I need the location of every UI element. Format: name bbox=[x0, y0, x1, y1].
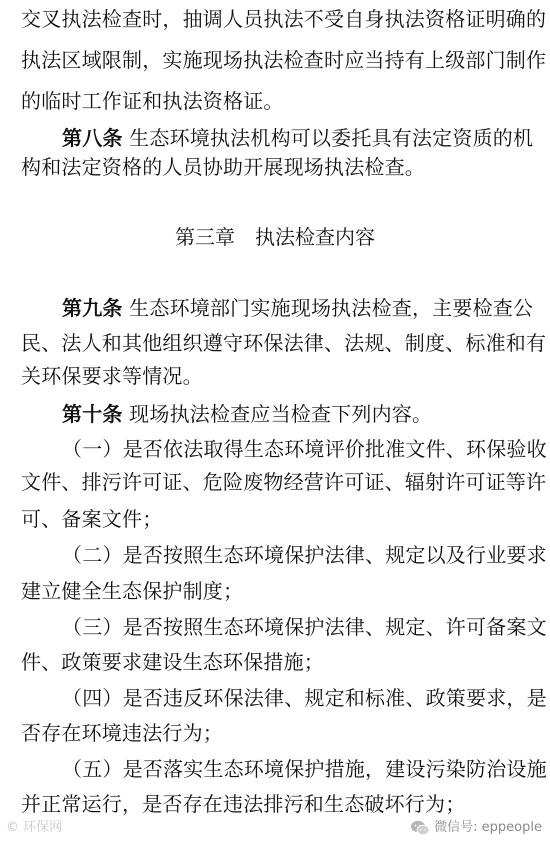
article-10-line bbox=[62, 402, 432, 426]
wechat-watermark bbox=[410, 820, 542, 836]
article-10-text: 现场执法检查应当检查下列内容。 bbox=[129, 402, 433, 426]
item-2-line-1: （二）是否按照生态环境保护法律、规定以及行业要求 bbox=[62, 543, 547, 567]
text-line: 构和法定资格的人员协助开展现场执法检查。 bbox=[21, 155, 425, 179]
item-4-line-2: 否存在环境违法行为； bbox=[21, 721, 223, 745]
text-line: 民、法人和其他组织遵守环保法律、法规、制度、标准和有 bbox=[21, 331, 547, 355]
chapter-title: 第三章 执法检查内容 bbox=[175, 225, 375, 249]
item-5-line-2: 并正常运行，是否存在违法排污和生态破坏行为； bbox=[21, 792, 466, 816]
item-5-line-1: （五）是否落实生态环境保护措施，建设污染防治设施 bbox=[62, 757, 547, 781]
text-line: 关环保要求等情况。 bbox=[21, 364, 203, 388]
item-3-line-1: （三）是否按照生态环境保护法律、规定、许可备案文 bbox=[62, 615, 547, 639]
wechat-icon bbox=[410, 820, 430, 836]
article-8-label: 第八条 bbox=[62, 126, 123, 150]
text-line: 的临时工作证和执法资格证。 bbox=[21, 89, 284, 113]
item-1-line-3: 可、备案文件； bbox=[21, 507, 163, 531]
text-line: 交叉执法检查时，抽调人员执法不受自身执法资格证明确的 bbox=[21, 7, 547, 31]
article-8-text: 生态环境执法机构可以委托具有法定资质的机 bbox=[129, 126, 534, 150]
item-1-line-1: （一）是否依法取得生态环境评价批准文件、环保验收 bbox=[62, 437, 547, 461]
article-9-label: 第九条 bbox=[62, 296, 123, 320]
article-10-label: 第十条 bbox=[62, 402, 123, 426]
article-8-line bbox=[62, 126, 533, 150]
item-4-line-1: （四）是否违反环保法律、规定和标准、政策要求，是 bbox=[62, 686, 547, 710]
item-3-line-2: 件、政策要求建设生态环保措施； bbox=[21, 650, 324, 674]
wechat-id-label: 微信号: eppeople bbox=[434, 820, 542, 835]
item-2-line-2: 建立健全生态保护制度； bbox=[21, 579, 244, 603]
text-line: 执法区域限制，实施现场执法检查时应当持有上级部门制作 bbox=[21, 48, 547, 72]
copyright-icon: © bbox=[6, 820, 19, 835]
article-9-text: 生态环境部门实施现场执法检查，主要检查公 bbox=[129, 296, 534, 320]
item-1-line-2: 文件、排污许可证、危险废物经营许可证、辐射许可证等许 bbox=[21, 470, 547, 494]
article-9-line bbox=[62, 296, 533, 320]
source-watermark: © 环保网 bbox=[6, 820, 63, 835]
